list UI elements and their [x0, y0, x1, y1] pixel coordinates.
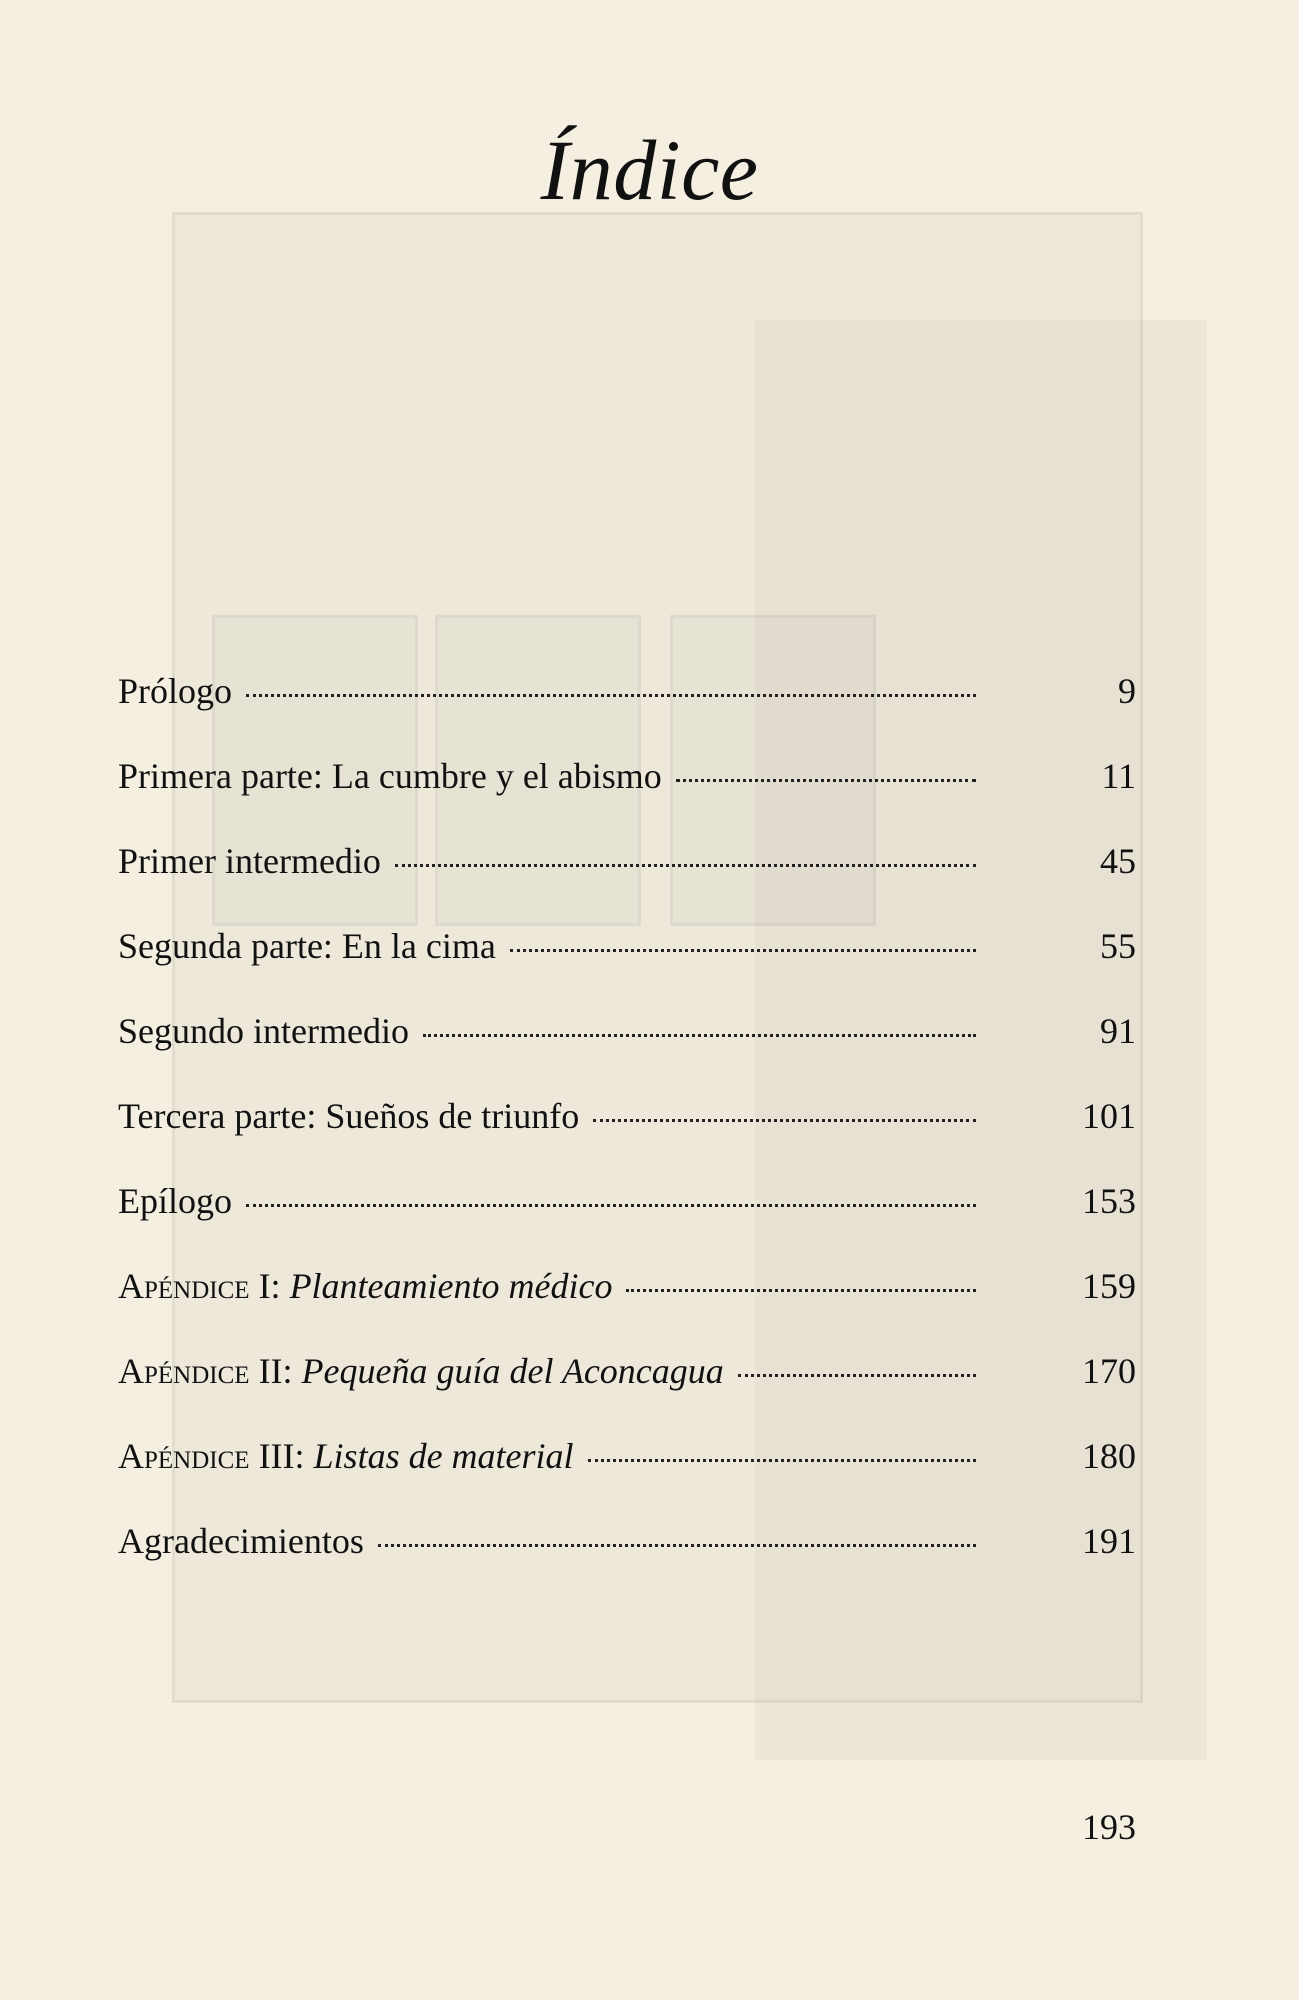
toc-entry-page: 159	[1082, 1266, 1136, 1306]
toc-entry	[118, 1520, 1136, 1580]
toc-entry-page: 11	[1101, 756, 1136, 796]
toc-entry-label: Epílogo	[118, 1181, 232, 1221]
toc-entry-label: Primera parte: La cumbre y el abismo	[118, 756, 662, 796]
appendix-prefix: Apéndice	[118, 1436, 250, 1476]
toc-entry-page: 153	[1082, 1181, 1136, 1221]
toc-entry-page: 9	[1118, 671, 1136, 711]
dot-leader	[510, 949, 976, 952]
page-title: Índice	[540, 122, 759, 218]
appendix-prefix: Apéndice	[118, 1351, 250, 1391]
dot-leader	[378, 1544, 976, 1547]
toc-entry-label: Segunda parte: En la cima	[118, 926, 496, 966]
toc-entry	[118, 1265, 1136, 1325]
toc-entry-label	[118, 1435, 574, 1477]
dot-leader	[423, 1034, 976, 1037]
dot-leader	[588, 1459, 976, 1462]
dot-leader	[626, 1289, 976, 1292]
toc-entry-label: Tercera parte: Sueños de triunfo	[118, 1096, 580, 1136]
appendix-number: II:	[249, 1351, 302, 1391]
appendix-title: Planteamiento médico	[289, 1266, 613, 1306]
toc-entry-page: 101	[1082, 1096, 1136, 1136]
toc-entry-page: 55	[1100, 926, 1136, 966]
toc-entry	[118, 670, 1136, 730]
appendix-prefix: Apéndice	[118, 1266, 250, 1306]
dot-leader	[246, 694, 976, 697]
toc-entry-label: Segundo intermedio	[118, 1011, 409, 1051]
toc-entry-label: Agradecimientos	[118, 1521, 364, 1561]
toc-entry-page: 191	[1082, 1521, 1136, 1561]
appendix-number: I:	[249, 1266, 290, 1306]
toc-entry	[118, 1180, 1136, 1240]
toc-entry	[118, 840, 1136, 900]
toc-entry-label: Prólogo	[118, 671, 233, 711]
toc-entry-page: 170	[1082, 1351, 1136, 1391]
appendix-title: Pequeña guía del Aconcagua	[301, 1351, 724, 1391]
toc-entry	[118, 925, 1136, 985]
toc-entry-page: 45	[1100, 841, 1136, 881]
appendix-title: Listas de material	[313, 1436, 574, 1476]
dot-leader	[593, 1119, 976, 1122]
dot-leader	[395, 864, 976, 867]
dot-leader	[738, 1374, 976, 1377]
dot-leader	[676, 779, 976, 782]
toc-entry	[118, 755, 1136, 815]
toc-entry	[118, 1010, 1136, 1070]
toc-entry-label	[118, 1265, 612, 1307]
toc-entry-label: Primer intermedio	[118, 841, 381, 881]
page-number: 193	[1082, 1807, 1136, 1847]
dot-leader	[246, 1204, 976, 1207]
toc-entry	[118, 1350, 1136, 1410]
toc-entry-label	[118, 1350, 724, 1392]
toc-entry-page: 91	[1100, 1011, 1136, 1051]
toc-entry	[118, 1095, 1136, 1155]
appendix-number: III:	[249, 1436, 314, 1476]
toc-entry-page: 180	[1082, 1436, 1136, 1476]
toc-entry	[118, 1435, 1136, 1495]
